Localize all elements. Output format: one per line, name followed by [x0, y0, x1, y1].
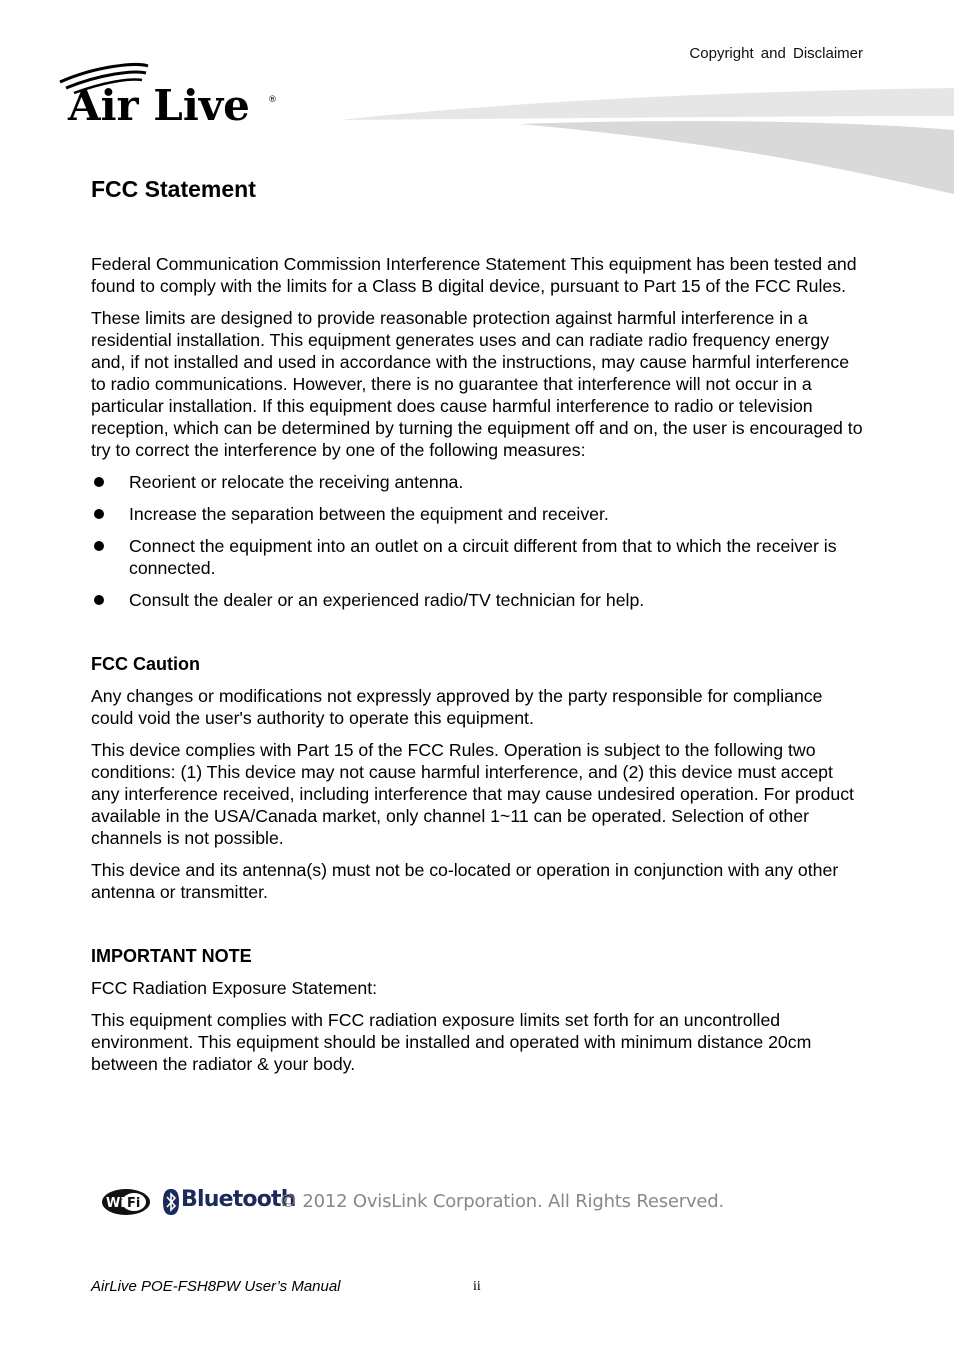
caution-heading: FCC Caution	[91, 654, 200, 674]
caution-paragraph-2: This device complies with Part 15 of the FCC Rules. Operation is subject to the following two conditions: (1) This device may not cause harmful interference, and (2) this device must accept any interference received, including interference that may cause undesired operation. For product available in the USA/Canada market, only channel 1~11 can be operated. Selection of other channels is not possible.	[91, 740, 854, 848]
list-item: Consult the dealer or an experienced radio/TV technician for help.	[91, 589, 866, 611]
page-title: FCC Statement	[91, 176, 256, 202]
page-number: ii	[473, 1279, 481, 1294]
radiation-statement-label: FCC Radiation Exposure Statement:	[91, 978, 378, 998]
radiation-statement-paragraph: This equipment complies with FCC radiation exposure limits set forth for an uncontrolled environment. This equipment should be installed and operated with minimum distance 20cm between the radiator & your body.	[91, 1010, 812, 1074]
section-header-label: Copyright and Disclaimer	[689, 45, 863, 62]
bullet-icon	[94, 541, 104, 551]
bullet-icon	[94, 477, 104, 487]
list-item: Reorient or relocate the receiving antenna.	[91, 471, 866, 493]
bullet-icon	[94, 595, 104, 605]
list-item: Increase the separation between the equipment and receiver.	[91, 503, 866, 525]
logo-wordmark: Air Live	[68, 81, 250, 124]
bluetooth-icon	[163, 1189, 179, 1215]
footer-brand-strip	[101, 1186, 741, 1218]
document-body	[91, 172, 866, 1085]
svg-text:®: ®	[268, 95, 277, 105]
wifi-logo-icon	[101, 1188, 151, 1216]
caution-paragraph-3: This device and its antenna(s) must not be co-located or operation in conjunction with any other antenna or transmitter.	[91, 860, 839, 902]
fcc-intro-paragraph: Federal Communication Commission Interference Statement This equipment has been tested and found to comply with the limits for a Class B digital device, pursuant to Part 15 of the FCC Rules.	[91, 254, 857, 296]
airlive-logo	[56, 62, 282, 124]
copyright-notice: © 2012 OvisLink Corporation. All Rights Reserved.	[279, 1191, 725, 1212]
important-note-heading: IMPORTANT NOTE	[91, 946, 252, 966]
caution-paragraph-1: Any changes or modifications not expressly approved by the party responsible for compliance could void the user's authority to operate this equipment.	[91, 686, 823, 728]
bullet-icon	[94, 509, 104, 519]
manual-title: AirLive POE-FSH8PW User’s Manual	[91, 1278, 341, 1295]
measures-list	[91, 471, 866, 611]
fcc-limits-paragraph: These limits are designed to provide reasonable protection against harmful interference in a residential installation. This equipment generates uses and can radiate radio frequency energy and, if not installed and used in accordance with the instructions, may cause harmful interference to radio communications. However, there is no guarantee that interference will not occur in a particular installation. If this equipment does cause harmful interference to radio or television reception, which can be determined by turning the equipment off and on, the user is encouraged to try to correct the interference by one of the following measures:	[91, 308, 863, 460]
svg-text:Wi: Wi	[106, 1196, 125, 1211]
list-item: Connect the equipment into an outlet on a circuit different from that to which the receiver is connected.	[91, 535, 866, 579]
bluetooth-wordmark: Bluetooth	[181, 1187, 296, 1212]
svg-text:Fi: Fi	[127, 1196, 141, 1211]
